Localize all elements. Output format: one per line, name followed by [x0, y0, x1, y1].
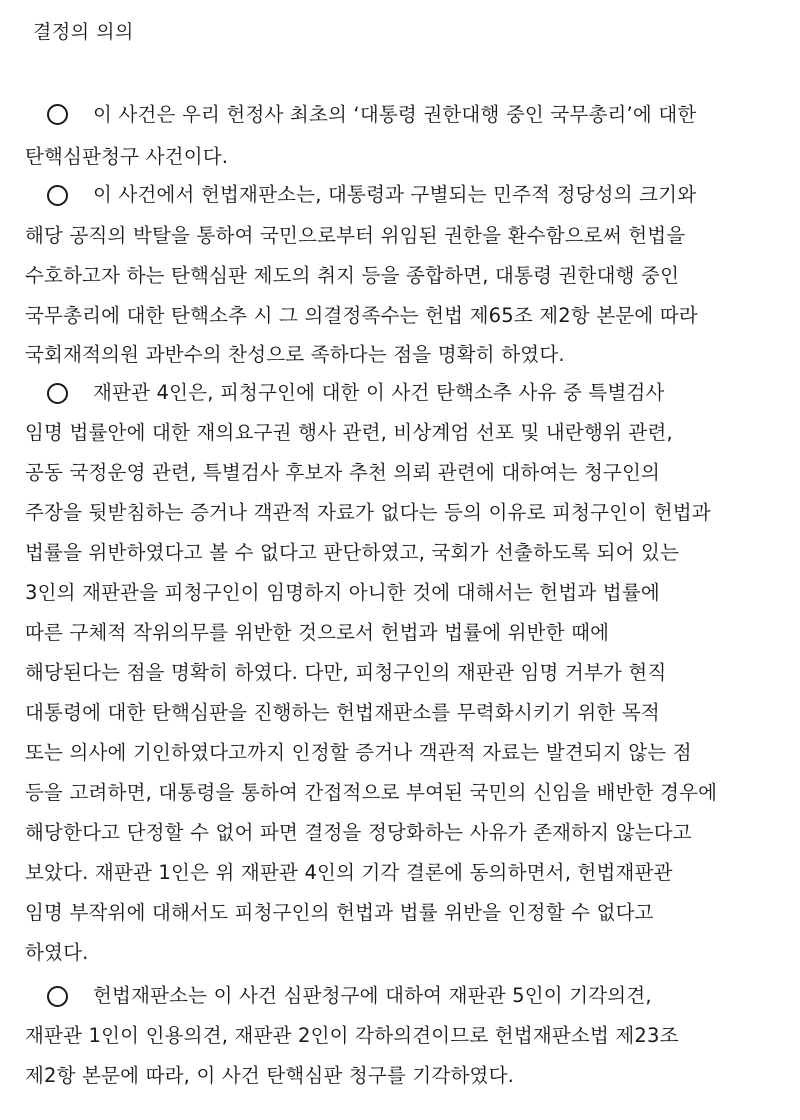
document-title: 결정의 의의 [33, 21, 134, 43]
text-line: 해당 공직의 박탈을 통하여 국민으로부터 위임된 권한을 환수함으로써 헌법을 [25, 224, 686, 247]
text-line: 임명 법률안에 대한 재의요구권 행사 관련, 비상계엄 선포 및 내란행위 관련, [25, 421, 673, 444]
text-line: 해당한다고 단정할 수 없어 파면 결정을 정당화하는 사유가 존재하지 않는다고 [25, 821, 692, 844]
text-line: 해당된다는 점을 명확히 하였다. 다만, 피청구인의 재판관 임명 거부가 현직 [25, 661, 667, 684]
text-line: 재판관 4인은, 피청구인에 대한 이 사건 탄핵소추 사유 중 특별검사 [93, 381, 665, 404]
circle-bullet-icon [47, 185, 68, 206]
text-line: 수호하고자 하는 탄핵심판 제도의 취지 등을 종합하면, 대통령 권한대행 중인 [25, 264, 680, 287]
circle-bullet-icon [47, 104, 68, 125]
text-line: 등을 고려하면, 대통령을 통하여 간접적으로 부여된 국민의 신임을 배반한 경우에 [25, 781, 718, 804]
text-line: 하였다. [25, 941, 89, 964]
text-line: 이 사건은 우리 헌정사 최초의 ‘대통령 권한대행 중인 국무총리’에 대한 [93, 103, 697, 126]
text-line: 대통령에 대한 탄핵심판을 진행하는 헌법재판소를 무력화시키기 위한 목적 [25, 701, 660, 724]
text-line: 주장을 뒷받침하는 증거나 객관적 자료가 없다는 등의 이유로 피청구인이 헌법과 [25, 501, 711, 524]
circle-bullet-icon [47, 383, 68, 404]
text-line: 임명 부작위에 대해서도 피청구인의 헌법과 법률 위반을 인정할 수 없다고 [25, 901, 654, 924]
text-line: 헌법재판소는 이 사건 심판청구에 대하여 재판관 5인이 기각의견, [93, 984, 652, 1007]
text-line: 이 사건에서 헌법재판소는, 대통령과 구별되는 민주적 정당성의 크기와 [93, 183, 697, 206]
text-line: 국회재적의원 과반수의 찬성으로 족하다는 점을 명확히 하였다. [25, 343, 565, 366]
text-line: 법률을 위반하였다고 볼 수 없다고 판단하였고, 국회가 선출하도록 되어 있는 [25, 541, 680, 564]
text-line: 국무총리에 대한 탄핵소추 시 그 의결정족수는 헌법 제65조 제2항 본문에 따라 [25, 304, 698, 327]
text-line: 탄핵심판청구 사건이다. [25, 145, 229, 168]
text-line: 공동 국정운영 관련, 특별검사 후보자 추천 의뢰 관련에 대하여는 청구인의 [25, 461, 661, 484]
text-line: 재판관 1인이 인용의견, 재판관 2인이 각하의견이므로 헌법재판소법 제23조 [25, 1024, 679, 1047]
text-line: 또는 의사에 기인하였다고까지 인정할 증거나 객관적 자료는 발견되지 않는 점 [25, 741, 692, 764]
text-line: 따른 구체적 작위의무를 위반한 것으로서 헌법과 법률에 위반한 때에 [25, 621, 610, 644]
text-line: 3인의 재판관을 피청구인이 임명하지 아니한 것에 대해서는 헌법과 법률에 [25, 581, 660, 604]
text-line: 제2항 본문에 따라, 이 사건 탄핵심판 청구를 기각하였다. [25, 1064, 515, 1087]
circle-bullet-icon [47, 986, 68, 1007]
text-line: 보았다. 재판관 1인은 위 재판관 4인의 기각 결론에 동의하면서, 헌법재판관 [25, 861, 673, 884]
